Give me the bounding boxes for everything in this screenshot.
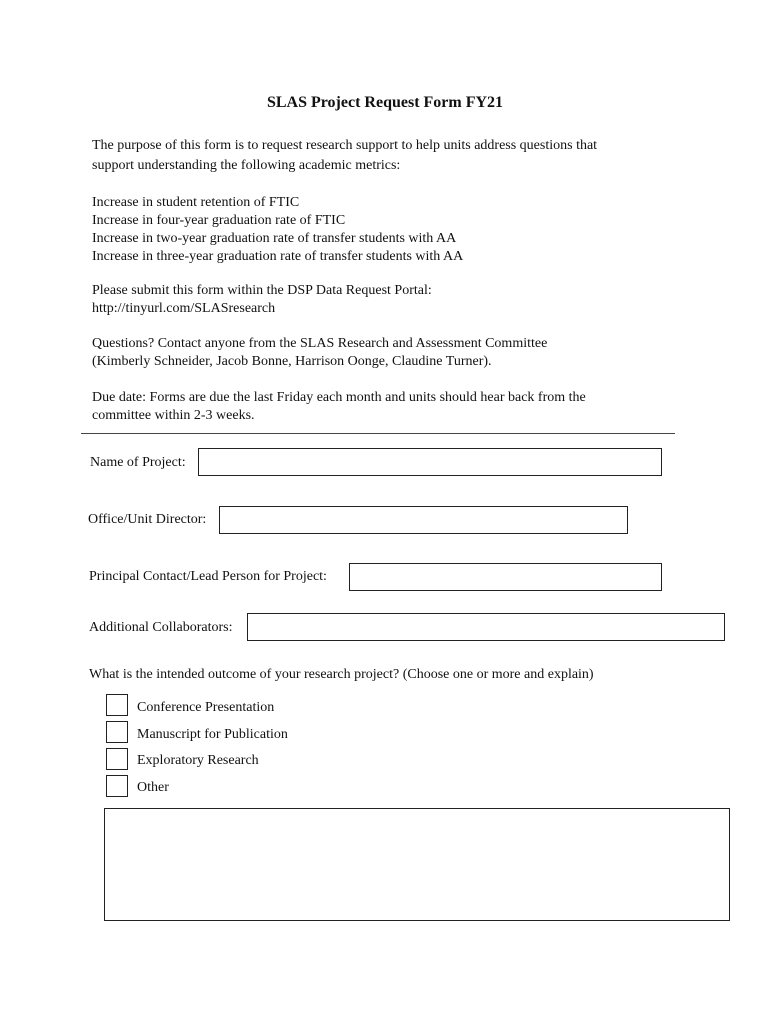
conference-presentation-label: Conference Presentation: [137, 700, 275, 715]
outcome-question: What is the intended outcome of your research project? (Choose one or more and explain): [89, 667, 594, 682]
purpose-text-line1: The purpose of this form is to request research support to help units address questions that: [92, 138, 598, 153]
conference-presentation-checkbox[interactable]: [106, 694, 128, 716]
project-name-label: Name of Project:: [90, 455, 186, 470]
project-name-input[interactable]: [198, 448, 662, 476]
section-divider: [81, 433, 675, 434]
director-label: Office/Unit Director:: [88, 512, 207, 527]
metric-item: Increase in two-year graduation rate of transfer students with AA: [92, 231, 457, 246]
submit-instruction: Please submit this form within the DSP Data Request Portal:: [92, 283, 432, 298]
director-input[interactable]: [219, 506, 628, 534]
manuscript-publication-checkbox[interactable]: [106, 721, 128, 743]
due-date-line1: Due date: Forms are due the last Friday each month and units should hear back from the: [92, 390, 586, 405]
exploratory-research-checkbox[interactable]: [106, 748, 128, 770]
outcome-explanation-textarea[interactable]: [104, 808, 730, 921]
metric-item: Increase in student retention of FTIC: [92, 195, 300, 210]
metric-item: Increase in four-year graduation rate of FTIC: [92, 213, 346, 228]
due-date-line2: committee within 2-3 weeks.: [92, 408, 255, 423]
contact-label: Principal Contact/Lead Person for Project:: [89, 569, 327, 584]
other-checkbox[interactable]: [106, 775, 128, 797]
portal-link[interactable]: http://tinyurl.com/SLASresearch: [92, 301, 276, 316]
contact-input[interactable]: [349, 563, 662, 591]
manuscript-publication-label: Manuscript for Publication: [137, 727, 288, 742]
metric-item: Increase in three-year graduation rate of transfer students with AA: [92, 249, 464, 264]
questions-text-line2: (Kimberly Schneider, Jacob Bonne, Harrison Oonge, Claudine Turner).: [92, 354, 492, 369]
collaborators-input[interactable]: [247, 613, 725, 641]
other-label: Other: [137, 780, 169, 795]
page-title: SLAS Project Request Form FY21: [266, 94, 504, 111]
purpose-text-line2: support understanding the following academic metrics:: [92, 158, 401, 173]
collaborators-label: Additional Collaborators:: [89, 620, 233, 635]
questions-text-line1: Questions? Contact anyone from the SLAS Research and Assessment Committee: [92, 336, 548, 351]
exploratory-research-label: Exploratory Research: [137, 753, 259, 768]
